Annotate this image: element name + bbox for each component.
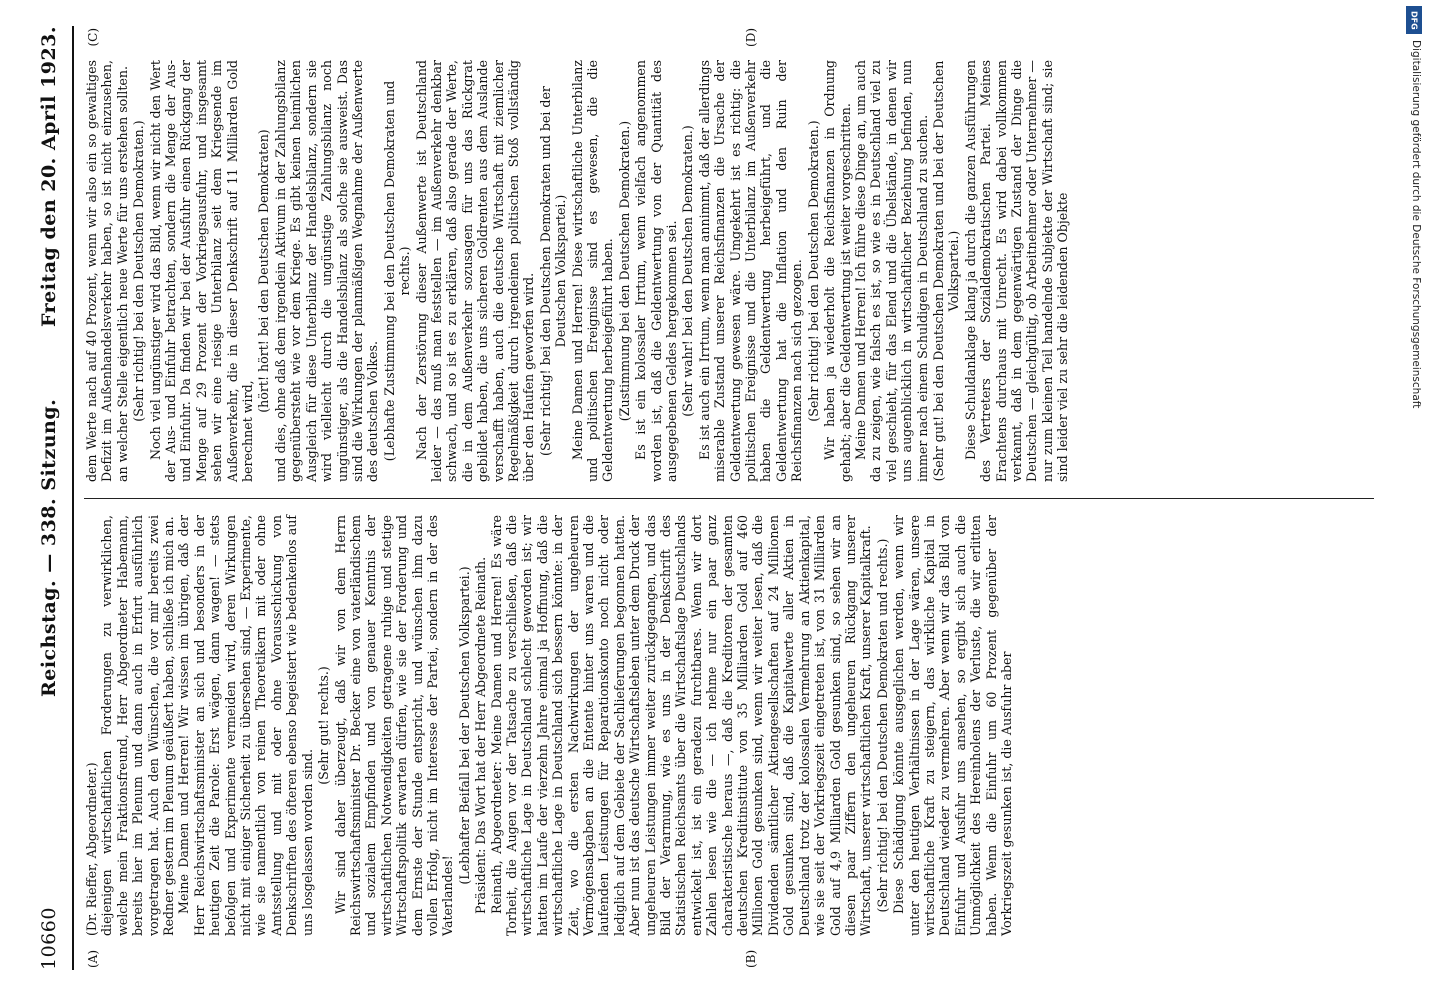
interjection: (hört! hört! bei den Deutschen Demokraten) bbox=[256, 129, 272, 413]
paragraph: Reinath, Abgeordneter: Meine Damen und Herren! Es wäre Torheit, die Augen vor der Tatsache zu verschließen, daß die wirtschaftliche Lage in Deutschland schlecht geworden ist; wir hatten im Laufe der vierzehn Jahre einmal ja Hoffnung, daß die wirtschaftliche Lage in Deutschland sich bessern könnte: in der Zeit, wo die ersten Nachwirkungen der ungeheuren Vermögensabgaben an die Entente hinter uns waren und die laufenden Leistungen für Reparationskonto noch nicht oder lediglich auf dem Gebiete der Sachlieferungen begonnen hatten. Aber nun ist das deutsche Wirtschaftsleben unter dem Druck der ungeheuren Leistungen immer weiter zurückgegangen, und das Bild der Verarmung, wie es uns in der Denkschrift des Statistischen Reichsamts über die Wirtschaftslage Deutschlands entwickelt ist, ist ein geradezu furchtbares. Wenn wir dort Zahlen lesen wie die — ich nehme nur ein paar ganz charakteristische heraus —, daß die Kreditoren der gesamten deutschen Kreditinstitute von 35 Milliarden Gold auf 460 Millionen Gold gesunken sind, wenn wir weiter lesen, daß die Dividenden sämtlicher Aktiengesellschaften auf 24 Millionen Gold gesunken sind, daß die Kapitalwerte aller Aktien in Deutschland trotz der kolossalen Vermehrung an Aktienkapital, wie sie seit der Vorkriegszeit eingetreten ist, von 31 Milliarden Gold auf 4,9 Milliarden Gold gesunken sind, so sehen wir an diesen paar Ziffern den ungeheuren Rückgang unserer Wirtschaft, unserer wirtschaftlichen Kraft, unserer Kapitalkraft. bbox=[488, 515, 874, 936]
paragraph: Es ist auch ein Irrtum, wenn man annimmt, daß der allerdings miserable Zustand unserer Reichsfinanzen die Ursache der Geldentwertung gewesen wäre. Umgekehrt ist es richtig: die politischen Ereignisse und die Unterbilanz im Außenverkehr haben die Geldentwertung herbeigeführt, und die Geldentwertung hat die Inflation und den Ruin der Reichsfinanzen nach sich gezogen. bbox=[696, 60, 805, 482]
interjection: (Sehr gut! rechts.) bbox=[316, 666, 332, 785]
watermark-text: Digitalisierung gefördert durch die Deutsche Forschungsgemeinschaft bbox=[1410, 40, 1422, 409]
dfg-logo-icon: DFG bbox=[1406, 6, 1422, 34]
interjection: (Sehr richtig! bei den Deutschen Demokraten.) bbox=[805, 120, 821, 422]
interjection: (Sehr richtig! bei den Deutschen Demokraten und bei der Deutschen Volkspartei.) bbox=[537, 86, 569, 456]
interjection: (Zustimmung bei den Deutschen Demokraten.) bbox=[616, 120, 632, 422]
interjection: (Lebhafte Zustimmung bei den Deutschen Demokraten und rechts.) bbox=[381, 80, 413, 462]
margin-marker-d: (D) bbox=[744, 28, 758, 47]
interjection: (Sehr richtig! bei den Deutschen Demokraten.) bbox=[131, 120, 147, 422]
text-columns bbox=[84, 26, 1374, 970]
page-number: 10660 bbox=[38, 907, 60, 970]
paragraph: Meine Damen und Herren! Wir wissen im übrigen, daß der Herr Reichswirtschaftsminister an sich und besonders in der heutigen Zeit die Parole: Erst wägen, dann wagen! — stets befolgen und Experimente vermeiden wird, deren Wirkungen nicht mit einiger Sicherheit zu übersehen sind, — Experimente, wie sie namentlich von reinen Theoretikern mit oder ohne Amtsstellung und mit oder ohne Vorausschickung von Denkschriften des öfteren ebenso begeistert wie bedenkenlos auf uns losgelassen worden sind. bbox=[176, 515, 315, 936]
session-title: Reichstag. — 338. Sitzung. bbox=[38, 398, 60, 698]
right-column bbox=[84, 26, 1374, 498]
session-date: Freitag den 20. April 1923. bbox=[38, 26, 60, 328]
paragraph: Meine Damen und Herren! Diese wirtschaftliche Unterbilanz und politischen Ereignisse sind es gewesen, die die Geldentwertung herbeigeführt haben. bbox=[569, 60, 616, 482]
newspaper-page bbox=[20, 0, 1400, 1000]
paragraph: Noch viel ungünstiger wird das Bild, wenn wir nicht den Wert der Aus- und Einfuhr betrachten, sondern die Menge der Aus- und Einfuhr. Da finden wir bei der Ausfuhr einen Rückgang der Menge auf 29 Prozent der Vorkriegsausfuhr, und insgesamt sehen wir eine riesige Unterbilanz seit dem Kriegsende im Außenverkehr, die in dieser Denkschrift auf 11 Milliarden Gold berechnet wird, bbox=[147, 60, 256, 482]
paragraph: Meine Damen und Herren! Ich führe diese Dinge an, um auch da zu zeigen, wie falsch es ist, so wie es in Deutschland viel zu viel geschieht, für das Elend und die Übelstände, in denen wir uns augenblicklich in wirtschaftlicher Beziehung befinden, nun immer nach einem Schuldigen in Deutschland zu suchen. bbox=[852, 60, 930, 482]
margin-marker-c: (C) bbox=[86, 28, 100, 47]
speaker-reference: (Dr. Rieffer, Abgeordneter.) bbox=[84, 762, 99, 936]
left-column bbox=[84, 498, 1374, 970]
paragraph: Diese Schädigung könnte ausgeglichen werden, wenn wir unter den heutigen Verhältnissen in der Lage wären, unsere wirtschaftliche Kraft zu steigern, das wirkliche Kapital in Deutschland wieder zu vermehren. Aber wenn wir das Bild von Einfuhr und Ausfuhr uns ansehen, so ergibt sich auch die Unmöglichkeit des Hereinholens der Verluste, die wir erlitten haben. Wenn die Einfuhr um 60 Prozent gegenüber der Vorkriegszeit gesunken ist, die Ausfuhr aber bbox=[891, 515, 1014, 936]
paragraph: Nach der Zerstörung dieser Außenwerte ist Deutschland leider — das muß man feststellen — im Außenverkehr denkbar schwach, und so ist es zu erklären, daß also gerade der Werte, die in dem Außenverkehr sozusagen für uns das Rückgrat gebildet haben, die uns sicheren Goldrenten aus dem Auslande verschafft haben, auch die deutsche Wirtschaft mit ziemlicher Regelmäßigkeit durch irgendeinen politischen Stoß vollständig über den Haufen geworfen wird. bbox=[413, 60, 537, 482]
digitization-watermark bbox=[1404, 0, 1426, 1000]
paragraph: und dies, ohne daß dem irgendein Aktivum in der Zahlungsbilanz gegenübersteht wie vor dem Kriege. Es gibt keinen heimlichen Ausgleich für diese Unterbilanz der Handelsbilanz, sondern sie wird vielleicht durch die ungünstige Zahlungsbilanz noch ungünstiger, als die Handelsbilanz als solche sie ausweist. Das sind die Wirkungen der planmäßigen Wegnahme der Außenwerte des deutschen Volkes. bbox=[272, 60, 381, 482]
interjection: (Sehr wahr! bei den Deutschen Demokraten.) bbox=[680, 125, 696, 417]
paragraph: Wir haben ja wiederholt die Reichsfinanzen in Ordnung gehabt; aber die Geldentwertung ist weiter vorgeschritten. bbox=[822, 60, 853, 482]
paragraph: Es ist ein kolossaler Irrtum, wenn vielfach angenommen worden ist, daß die Geldentwertung von der Quantität des ausgegebenen Geldes hergekommen sei. bbox=[633, 60, 680, 482]
paragraph: Wir sind daher überzeugt, daß wir von dem Herrn Reichswirtschaftsminister Dr. Becker eine von vaterländischem und sozialem Empfinden und von genauer Kenntnis der wirtschaftlichen Notwendigkeiten getragene ruhige und stetige Wirtschaftspolitik erwarten dürfen, wie sie der Forderung und dem Ernste der Stunde entspricht, und wünschen ihm dazu vollen Erfolg, nicht im Interesse der Partei, sondern in der des Vaterlandes! bbox=[332, 515, 456, 936]
margin-marker-b: (B) bbox=[744, 949, 758, 968]
interjection: (Lebhafter Beifall bei der Deutschen Volkspartei.) bbox=[456, 566, 472, 885]
interjection: (Sehr richtig! bei den Deutschen Demokraten und rechts.) bbox=[874, 538, 890, 913]
president-remark: Präsident: Das Wort hat der Herr Abgeordnete Reinath. bbox=[473, 556, 489, 914]
paragraph: Diese Schuldanklage klang ja durch die ganzen Ausführungen des Vertreters der Sozialdemokratischen Partei. Meines Erachtens durchaus mit Unrecht. Es wird dabei vollkommen verkannt, daß in dem gegenwärtigen Zustand der Dinge die Deutschen — gleichgültig, ob Arbeitnehmer oder Unternehmer — nur zum kleinen Teil handelnde Subjekte der Wirtschaft sind; sie sind leider viel zu sehr die leidenden Objekte bbox=[962, 60, 1071, 482]
interjection: (Sehr gut! bei den Deutschen Demokraten und bei der Deutschen Volkspartei.) bbox=[930, 60, 962, 482]
page-header bbox=[38, 26, 74, 970]
paragraph: diejenigen wirtschaftlichen Forderungen zu verwirklichen, welche mein Fraktionsfreund, Herr Abgeordneter Habemann, bereits hier im Plenum und dann auch in Erfurt ausführlich vorgetragen hat. Auch den Wünschen, die vor mir bereits zwei Redner gestern im Plenum geäußert haben, schließe ich mich an. bbox=[99, 515, 177, 936]
margin-marker-a: (A) bbox=[86, 949, 100, 968]
paragraph: dem Werte nach auf 40 Prozent, wenn wir also ein so gewaltiges Defizit im Außenhandelsverkehr haben, so ist nicht einzusehen, an welcher Stelle eigentlich neue Werte für uns erstehen sollten. bbox=[84, 60, 130, 482]
